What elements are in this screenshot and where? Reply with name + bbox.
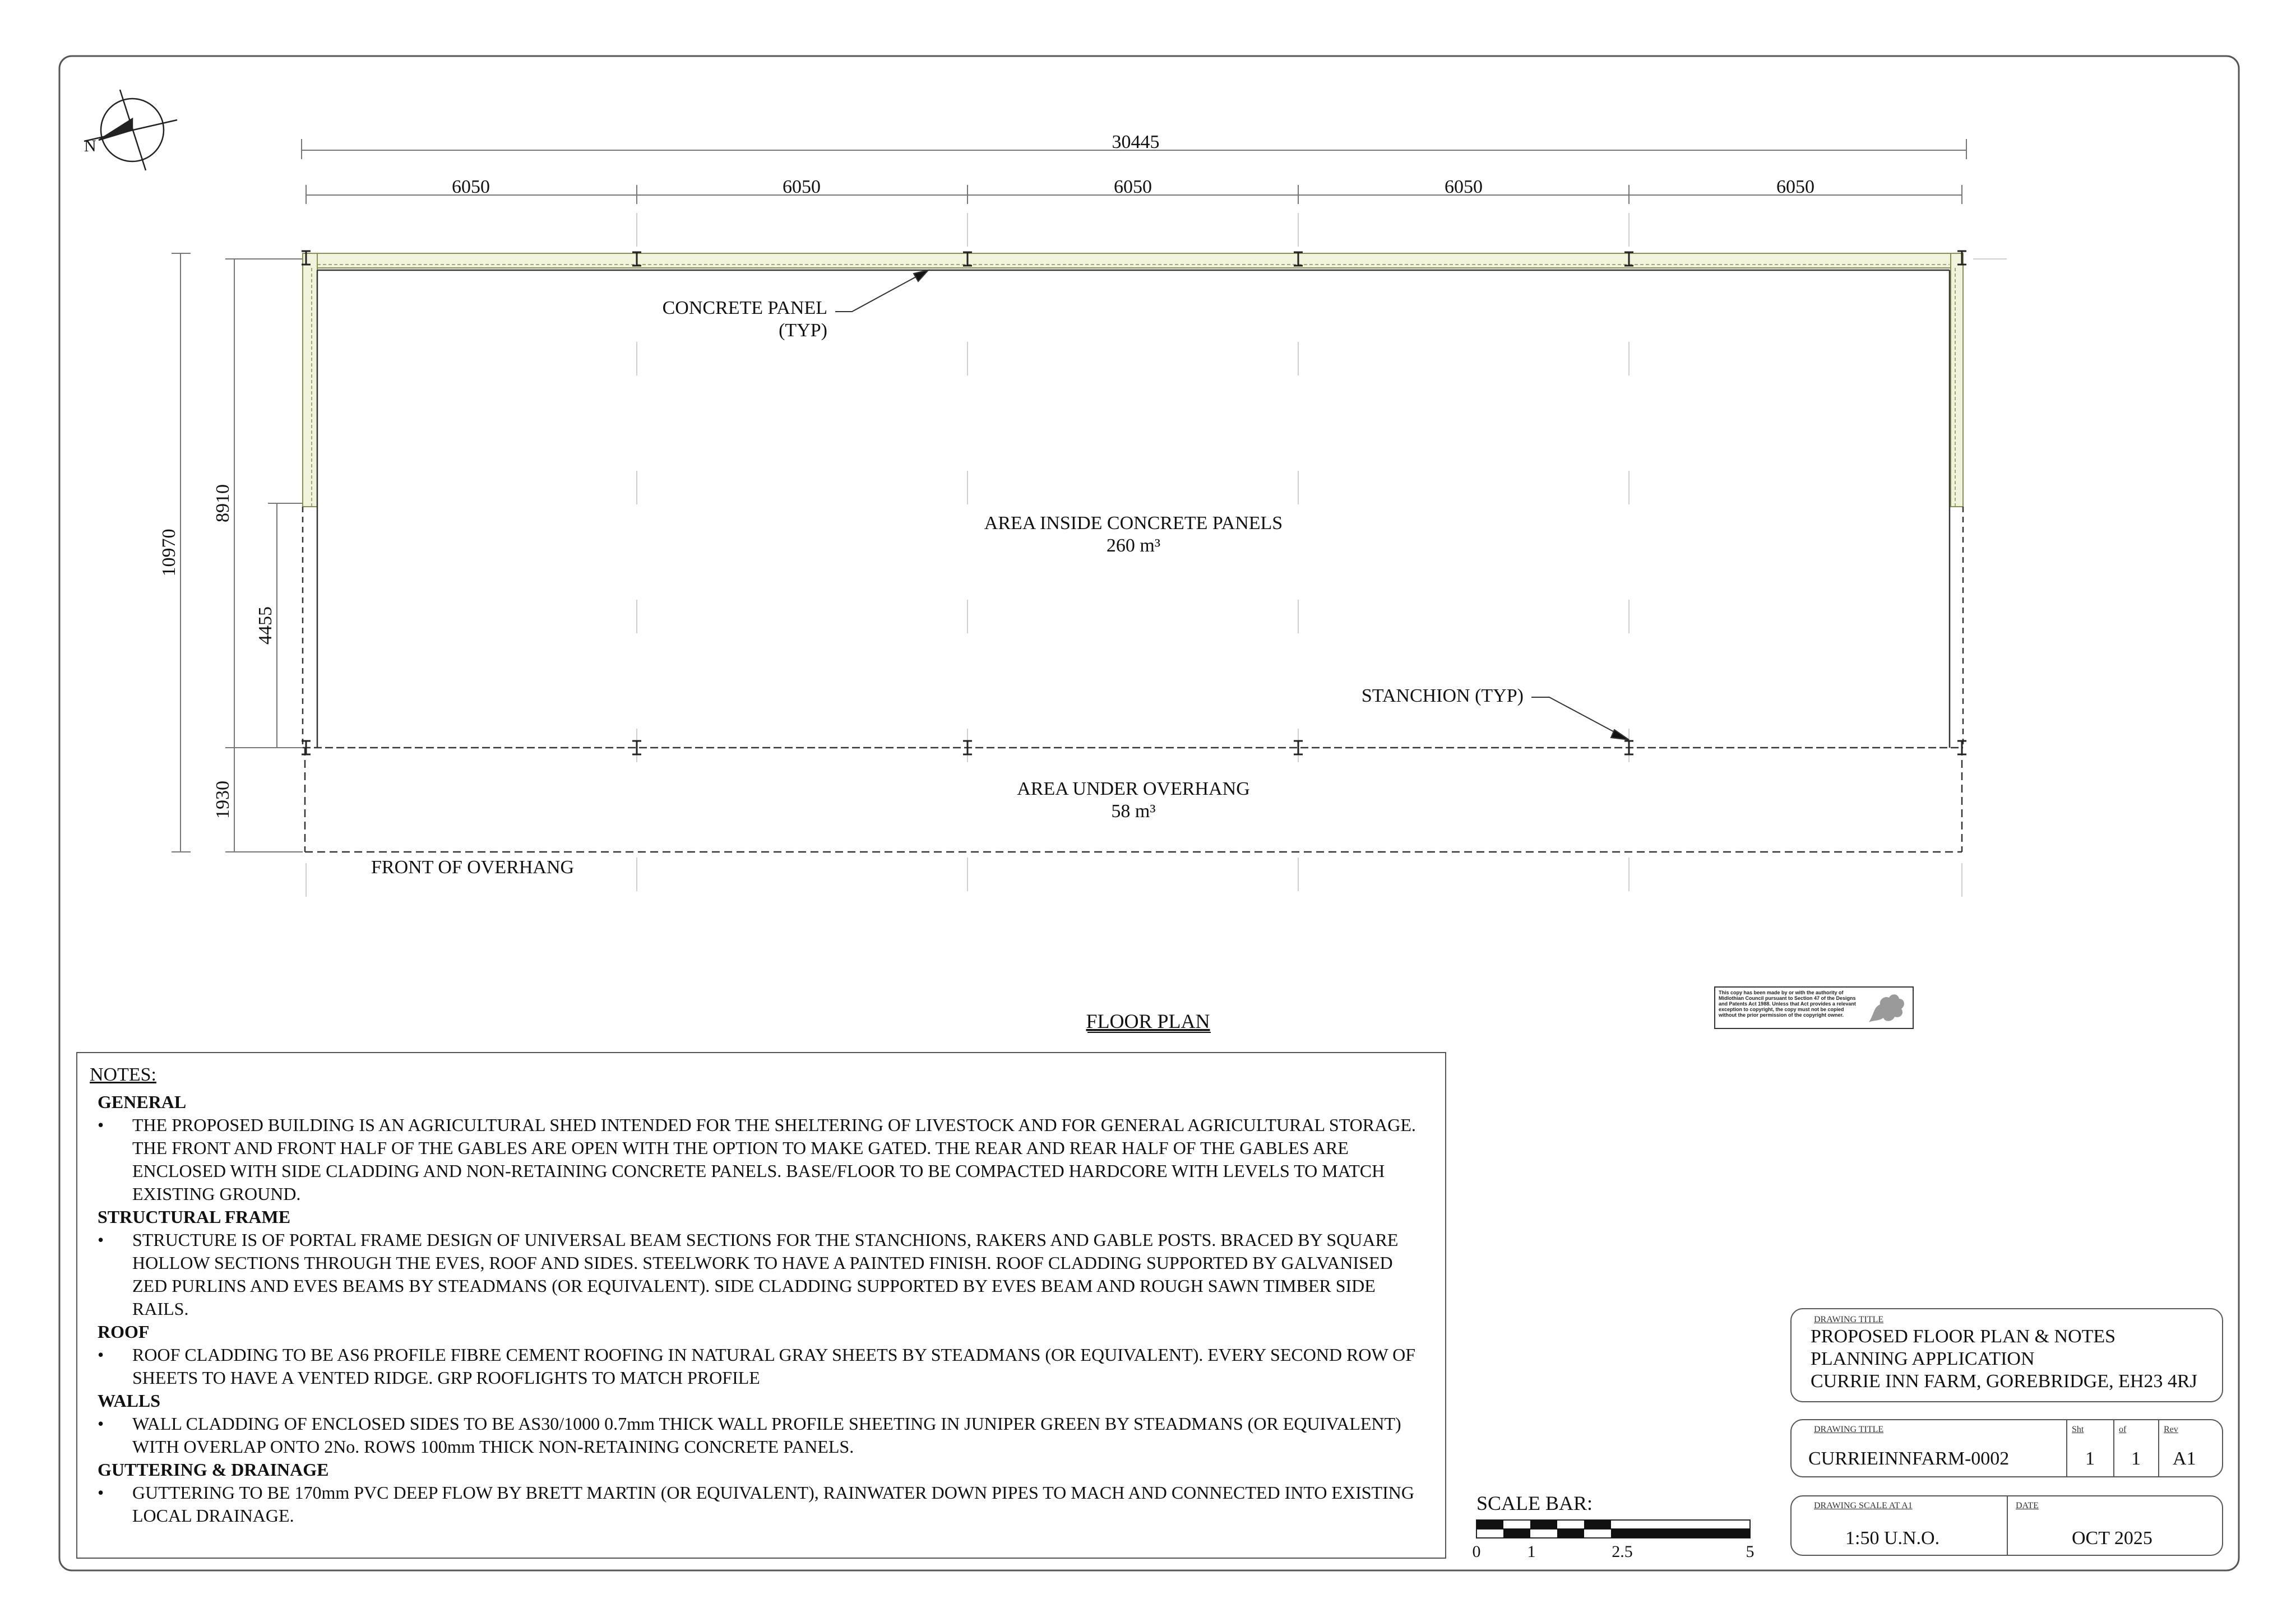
scale-tick-1: 1 [1527,1542,1536,1561]
bullet-dot: • [98,1230,104,1250]
rev-label: Rev [2164,1425,2178,1434]
label-concrete-panel-typ: (TYP) [779,320,827,341]
date-label: DATE [2016,1501,2039,1510]
notes-bullet [98,1412,1433,1458]
notes-title: NOTES: [90,1064,156,1085]
leader-lines [835,270,1629,740]
bullet-dot: • [98,1345,104,1365]
sheet-number: 1 [2085,1448,2095,1469]
north-arrow-icon [84,90,177,170]
dim-bay-3: 6050 [1114,177,1152,197]
notes-bullet-text: STRUCTURE IS OF PORTAL FRAME DESIGN OF UNIVERSAL BEAM SECTIONS FOR THE STANCHIONS, RAKERS AND GABLE POSTS. BRACED BY SQUARE HOLLOW SECTIONS THROUGH THE EVES, ROOF AND SIDES. STEELWORK TO HAVE A PAINTED FINISH. ROOF CLADDING SUPPORTED BY GALVANISED ZED PURLINS AND EVES BEAMS BY STEADMANS (OR EQUIVALENT). SIDE CLADDING SUPPORTED BY EVES BEAM AND ROUGH SAWN TIMBER SIDE RAILS. [132,1230,1399,1319]
drawing-date: OCT 2025 [2072,1528,2152,1549]
drawing-title-line-2: PLANNING APPLICATION [1811,1348,2035,1369]
label-stanchion: STANCHION (TYP) [1361,685,1524,706]
divider [2066,1420,2067,1476]
dim-depth-enclosed: 8910 [212,484,233,522]
grid-lines [306,213,2029,908]
copyright-text: This copy has been made by or with the authority of Midlothian Council pursuant to Section 47 of the Designs and Patents Act 1988. Unless that Act provides a relevant exception to copyright, the copy must not be copied without the prior permission of the copyright owner. [1719,990,1856,1018]
label-concrete-panel: CONCRETE PANEL [662,298,827,318]
copyright-stamp [1714,986,1914,1029]
oak-leaf-icon [1863,991,1908,1026]
notes-heading-structural-frame: STRUCTURAL FRAME [98,1207,291,1227]
divider [2158,1420,2159,1476]
scale-bar [1473,1492,1755,1561]
drawing-scale: 1:50 U.N.O. [1845,1528,1940,1549]
notes-panel [76,1052,1446,1559]
divider [2007,1496,2008,1555]
notes-bullet [98,1114,1433,1206]
label-area-inside: AREA INSIDE CONCRETE PANELS [984,513,1283,534]
dim-depth-overhang: 1930 [212,781,233,819]
scale-tick-2: 2.5 [1612,1542,1633,1561]
scale-tick-0: 0 [1472,1542,1481,1561]
dim-bay-1: 6050 [452,177,490,197]
bullet-dot: • [98,1414,104,1434]
scale-label: DRAWING SCALE AT A1 [1814,1501,1913,1510]
dim-bay-5: 6050 [1776,177,1814,197]
concrete-panel-walls [303,253,1963,507]
dim-depth-half-gable: 4455 [255,606,276,645]
notes-heading-guttering-drainage: GUTTERING & DRAINAGE [98,1459,329,1480]
notes-bullet [98,1481,1433,1527]
of-label: of [2119,1425,2127,1434]
notes-bullet-text: WALL CLADDING OF ENCLOSED SIDES TO BE AS30/1000 0.7mm THICK WALL PROFILE SHEETING IN JUNIPER GREEN BY STEADMANS (OR EQUIVALENT) WITH OVERLAP ONTO 2No. ROWS 100mm THICK NON-RETAINING CONCRETE PANELS. [132,1414,1401,1457]
drawing-number: CURRIEINNFARM-0002 [1808,1448,2010,1469]
notes-heading-general: GENERAL [98,1092,187,1112]
scale-bar-label: SCALE BAR: [1476,1492,1593,1514]
drawing-title-label: DRAWING TITLE [1814,1315,1884,1324]
notes-heading-roof: ROOF [98,1322,150,1342]
divider [2113,1420,2114,1476]
bullet-dot: • [98,1115,104,1135]
stanchion [1957,741,1966,754]
label-front-overhang: FRONT OF OVERHANG [371,857,575,878]
plan-title: FLOOR PLAN [1086,1010,1210,1032]
dim-bay-4: 6050 [1445,177,1483,197]
revision: A1 [2173,1448,2196,1469]
notes-heading-walls: WALLS [98,1391,161,1411]
drawing-number-label: DRAWING TITLE [1814,1425,1884,1434]
bullet-dot: • [98,1482,104,1503]
sheet-label: Sht [2072,1425,2084,1434]
sheet-total: 1 [2131,1448,2141,1469]
label-area-inside-value: 260 m³ [1106,535,1161,556]
svg-text:N: N [84,137,96,155]
scale-tick-3: 5 [1746,1542,1755,1561]
label-area-overhang-value: 58 m³ [1111,801,1156,822]
stanchions [302,251,1966,754]
title-block-scale-date [1790,1495,2223,1556]
dimension-lines [172,139,1966,852]
notes-bullet-text: ROOF CLADDING TO BE AS6 PROFILE FIBRE CEMENT ROOFING IN NATURAL GRAY SHEETS BY STEADMANS (OR EQUIVALENT). EVERY SECOND ROW OF SHEETS TO HAVE A VENTED RIDGE. GRP ROOFLIGHTS TO MATCH PROFILE [132,1345,1416,1388]
notes-bullet-text: GUTTERING TO BE 170mm PVC DEEP FLOW BY BRETT MARTIN (OR EQUIVALENT), RAINWATER DOWN PIPES TO MACH AND CONNECTED INTO EXISTING LOCAL DRAINAGE. [132,1482,1414,1526]
notes-bullet [98,1343,1433,1389]
title-block-drawing-title [1790,1308,2223,1402]
dim-overall-depth: 10970 [159,529,179,577]
drawing-title-line-3: CURRIE INN FARM, GOREBRIDGE, EH23 4RJ [1811,1371,2197,1392]
label-area-overhang: AREA UNDER OVERHANG [1017,778,1250,799]
dim-overall-length: 30445 [1112,132,1160,152]
dim-bay-2: 6050 [783,177,821,197]
notes-bullet [98,1229,1433,1320]
notes-bullet-text: THE PROPOSED BUILDING IS AN AGRICULTURAL SHED INTENDED FOR THE SHELTERING OF LIVESTOCK AND FOR GENERAL AGRICULTURAL STORAGE. THE FRONT AND FRONT HALF OF THE GABLES ARE OPEN WITH THE OPTION TO MAKE GATED. THE REAR AND REAR HALF OF THE GABLES ARE ENCLOSED WITH SIDE CLADDING AND NON-RETAINING CONCRETE PANELS. BASE/FLOOR TO BE COMPACTED HARDCORE WITH LEVELS TO MATCH EXISTING GROUND. [132,1115,1416,1204]
title-block-number [1790,1419,2223,1477]
building-outline [303,270,1963,852]
drawing-title-line-1: PROPOSED FLOOR PLAN & NOTES [1811,1326,2116,1347]
